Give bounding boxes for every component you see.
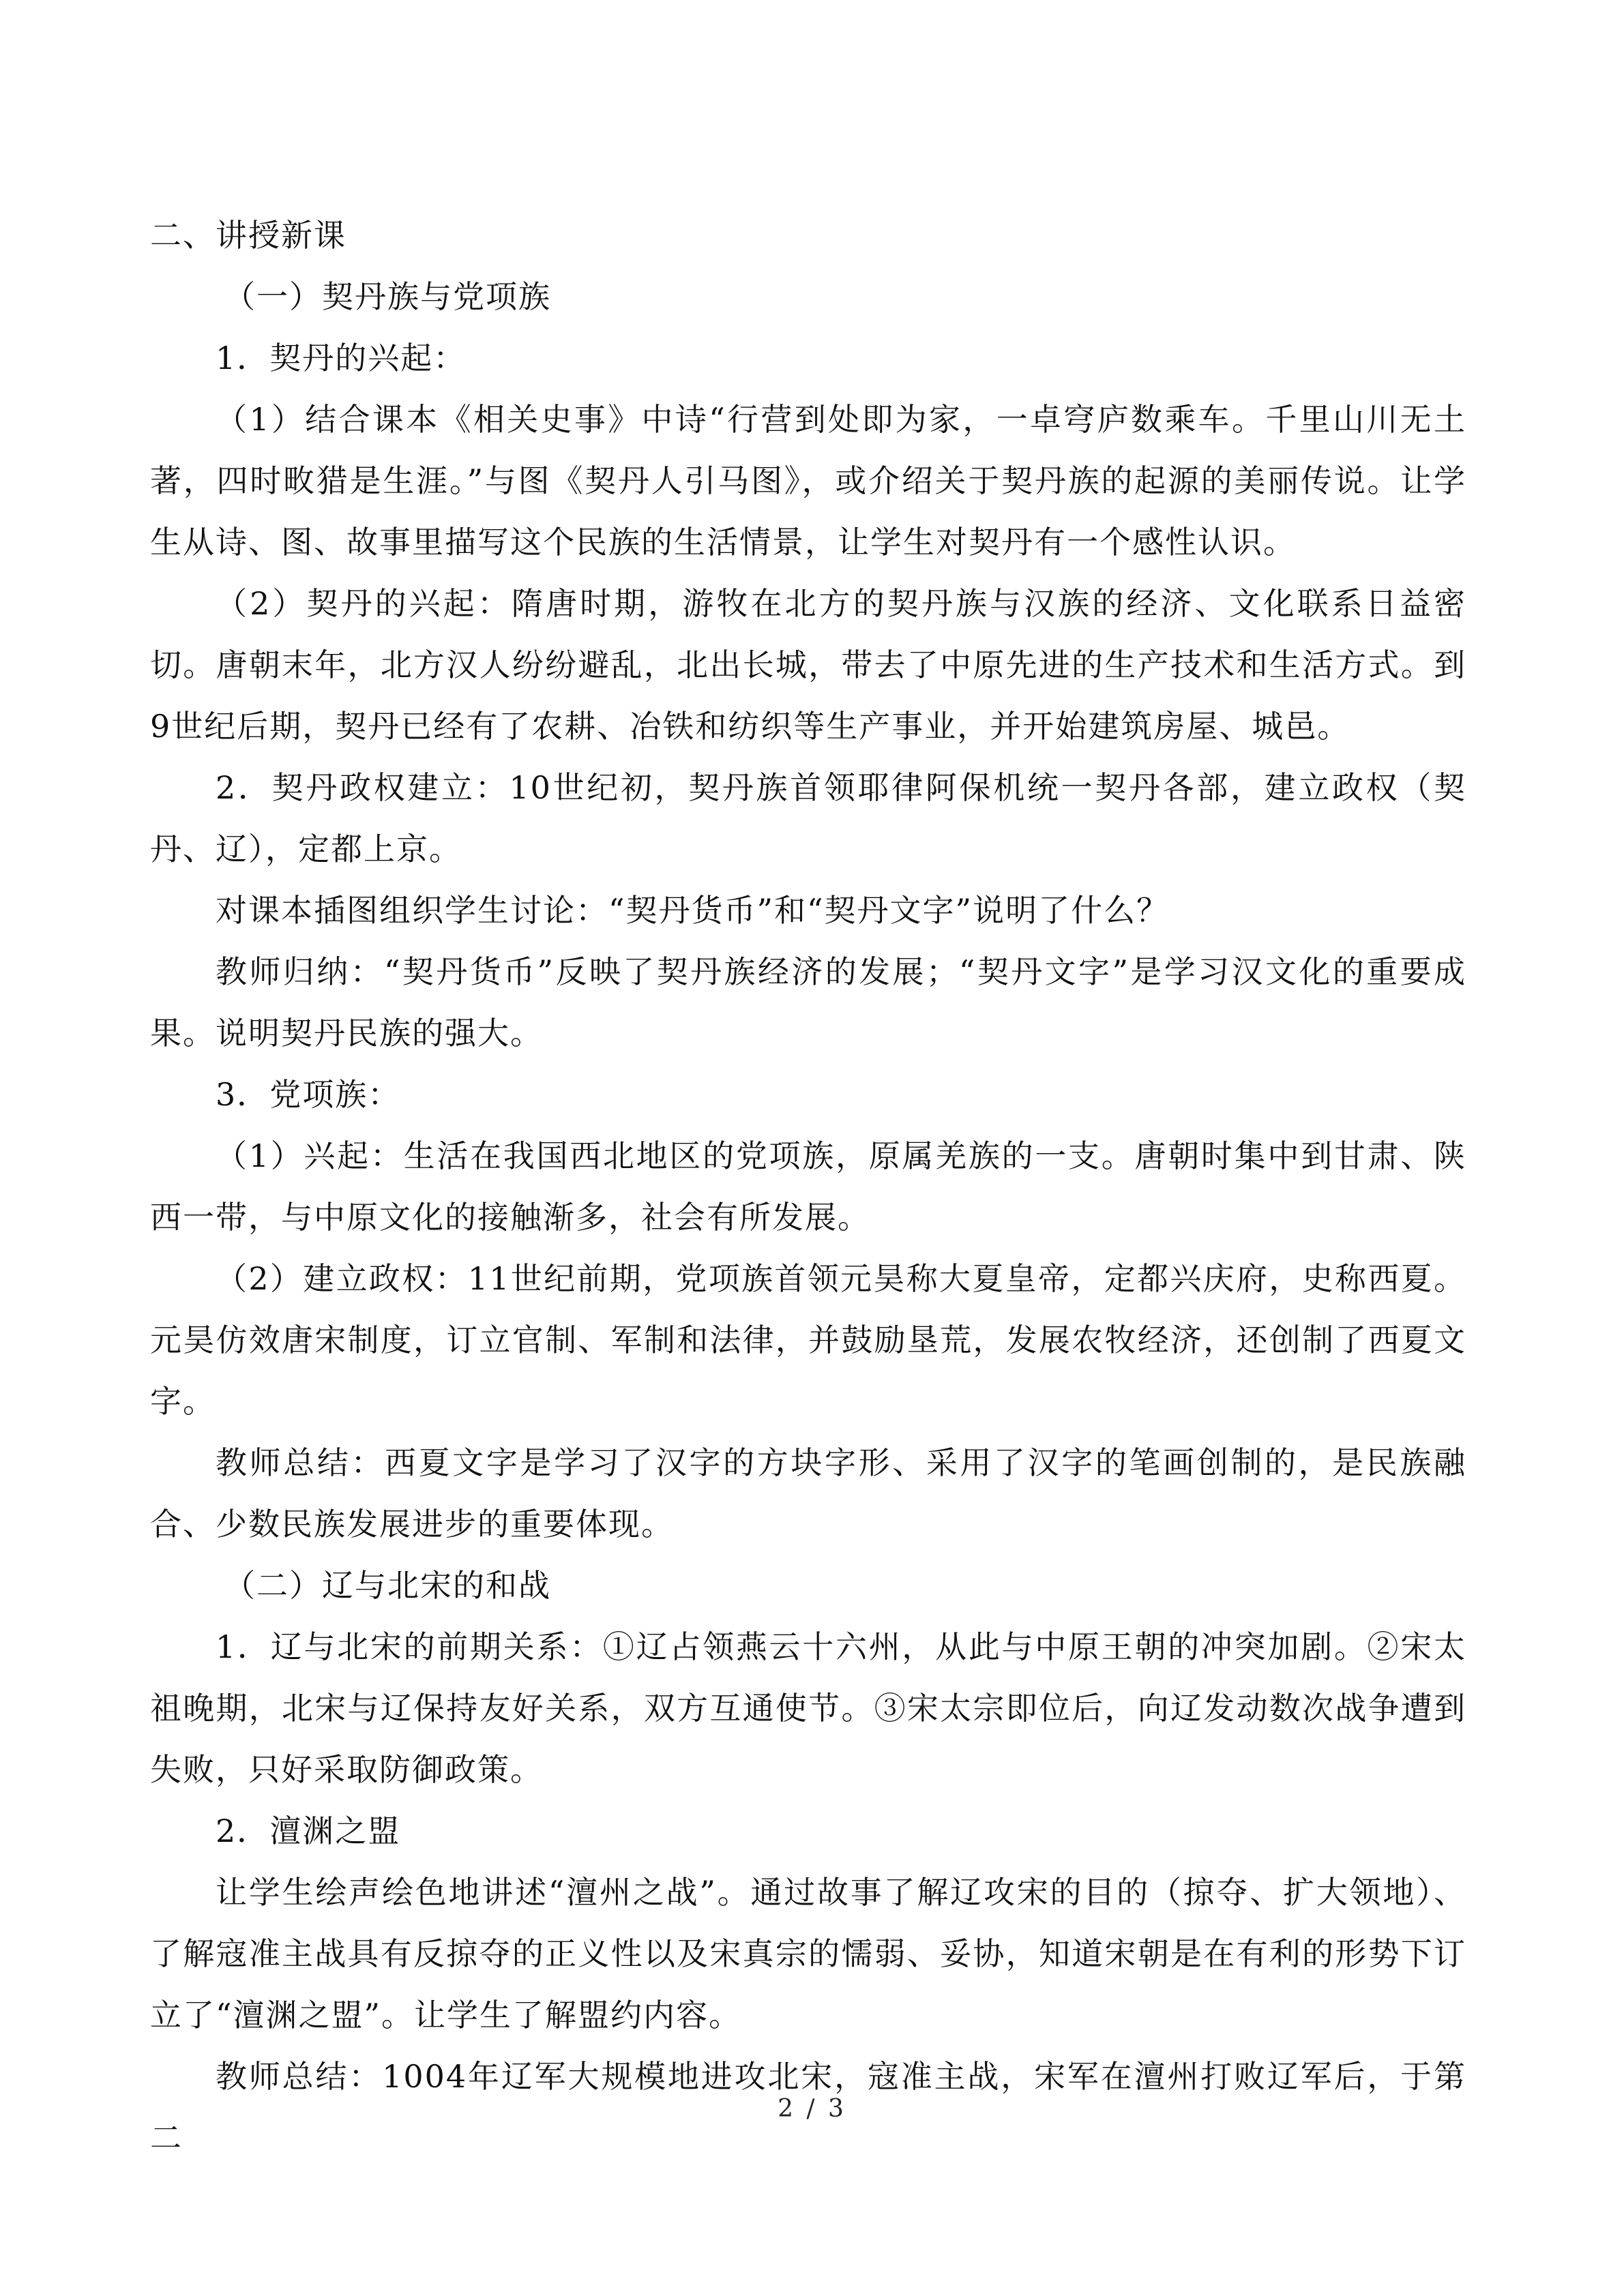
subsection-heading: （一）契丹族与党项族 [224, 278, 551, 315]
paragraph: 教师总结：1004年辽军大规模地进攻北宋，寇准主战，宋军在澶州打败辽军后，于第二 [150, 2058, 1466, 2156]
paragraph: 教师总结：西夏文字是学习了汉字的方块字形、采用了汉字的笔画创制的，是民族融合、少数民族发展进步的重要体现。 [150, 1444, 1466, 1542]
page-number: 2 / 3 [778, 2095, 846, 2123]
section-heading: 二、讲授新课 [150, 217, 346, 254]
paragraph: （1）结合课本《相关史事》中诗“行营到处即为家，一卓穹庐数乘车。千里山川无土著，四时畋猎是生涯。”与图《契丹人引马图》，或介绍关于契丹族的起源的美丽传说。让学生从诗、图、故事里描写这个民族的生活情景，让学生对契丹有一个感性认识。 [150, 401, 1466, 561]
paragraph: 教师归纳：“契丹货币”反映了契丹族经济的发展；“契丹文字”是学习汉文化的重要成果。说明契丹民族的强大。 [150, 953, 1466, 1052]
paragraph: 1．契丹的兴起： [216, 340, 467, 376]
paragraph: 3．党项族： [216, 1076, 401, 1113]
document-body [150, 205, 1466, 2168]
paragraph: 1．辽与北宋的前期关系：①辽占领燕云十六州，从此与中原王朝的冲突加剧。②宋太祖晚期，北宋与辽保持友好关系，双方互通使节。③宋太宗即位后，向辽发动数次战争遭到失败，只好采取防御政策。 [150, 1628, 1466, 1788]
paragraph: （2）建立政权：11世纪前期，党项族首领元昊称大夏皇帝，定都兴庆府，史称西夏。元昊仿效唐宋制度，订立官制、军制和法律，并鼓励垦荒，发展农牧经济，还创制了西夏文字。 [150, 1260, 1466, 1420]
paragraph: 2．契丹政权建立：10世纪初，契丹族首领耶律阿保机统一契丹各部，建立政权（契丹、辽），定都上京。 [150, 769, 1466, 867]
paragraph: （2）契丹的兴起：隋唐时期，游牧在北方的契丹族与汉族的经济、文化联系日益密切。唐朝末年，北方汉人纷纷避乱，北出长城，带去了中原先进的生产技术和生活方式。到9世纪后期，契丹已经有了农耕、冶铁和纺织等生产事业，并开始建筑房屋、城邑。 [150, 585, 1466, 745]
paragraph: 对课本插图组织学生讨论：“契丹货币”和“契丹文字”说明了什么？ [216, 892, 1170, 929]
paragraph: 让学生绘声绘色地讲述“澶州之战”。通过故事了解辽攻宋的目的（掠夺、扩大领地）、了解寇准主战具有反掠夺的正义性以及宋真宗的懦弱、妥协，知道宋朝是在有利的形势下订立了“澶渊之盟”。让学生了解盟约内容。 [150, 1874, 1466, 2033]
paragraph: 2．澶渊之盟 [216, 1813, 401, 1849]
subsection-heading: （二）辽与北宋的和战 [224, 1567, 551, 1604]
paragraph: （1）兴起：生活在我国西北地区的党项族，原属羌族的一支。唐朝时集中到甘肃、陕西一带，与中原文化的接触渐多，社会有所发展。 [150, 1137, 1466, 1236]
